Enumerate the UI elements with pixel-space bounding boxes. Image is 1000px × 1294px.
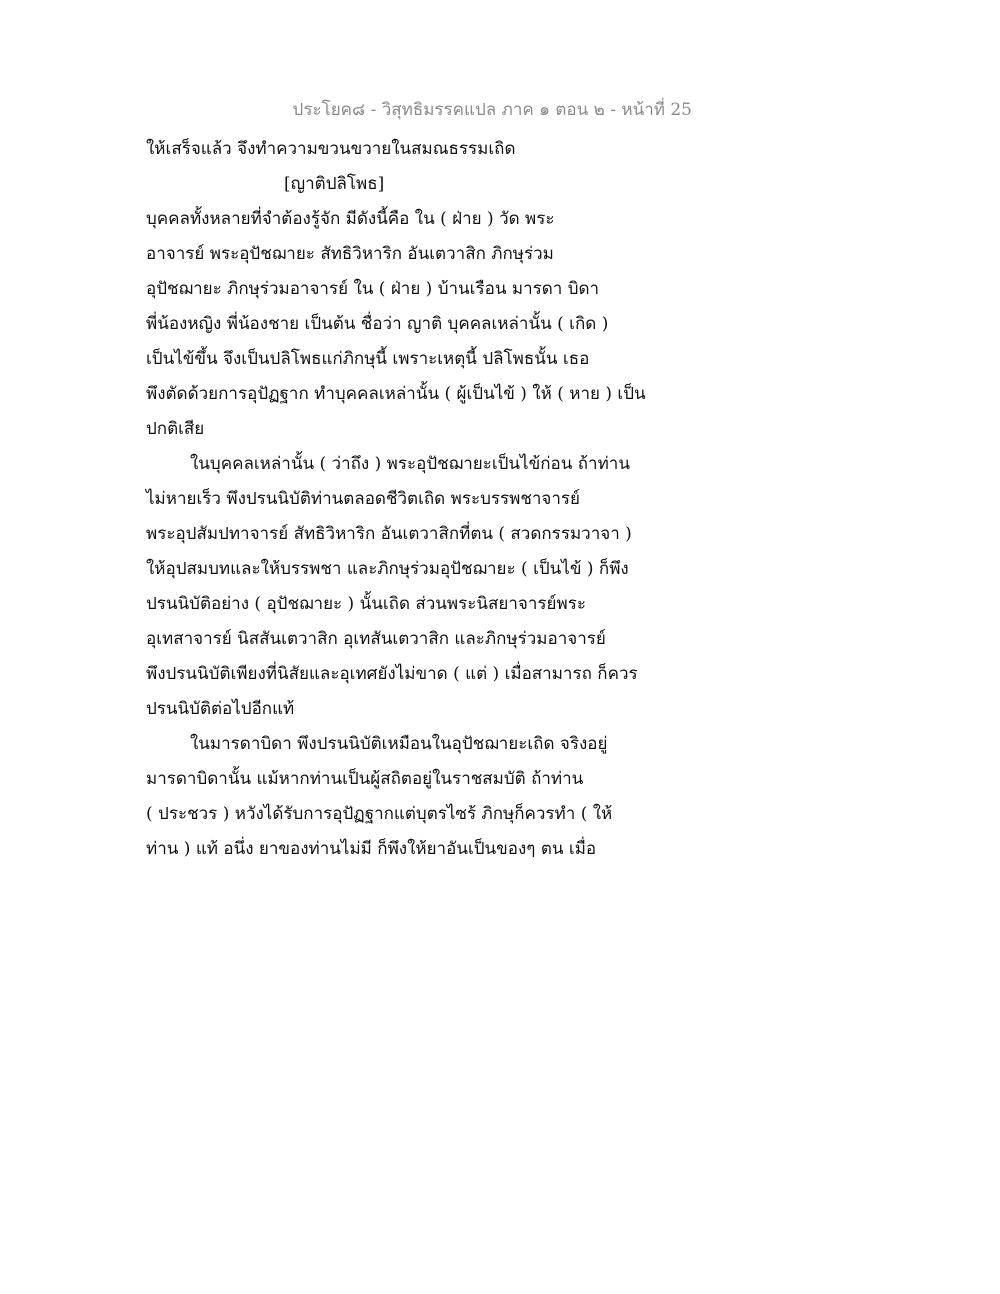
section-heading: [ญาติปลิโพธ] <box>284 174 385 194</box>
text-line: ปรนนิบัติต่อไปอีกแท้ <box>146 699 295 719</box>
text-line: ปรนนิบัติอย่าง ( อุปัชฌายะ ) นั้นเถิด ส่วนพระนิสยาจารย์พระ <box>146 594 586 614</box>
text-line: ไม่หายเร็ว พึงปรนนิบัติท่านตลอดชีวิตเถิด พระบรรพชาจารย์ <box>146 489 581 509</box>
running-header: ประโยค๘ - วิสุทธิมรรคแปล ภาค ๑ ตอน ๒ - หน้าที่ 25 <box>292 100 692 120</box>
text-line: อุปัชฌายะ ภิกษุร่วมอาจารย์ ใน ( ฝ่าย ) บ้านเรือน มารดา บิดา <box>146 279 600 299</box>
text-line: พึงตัดด้วยการอุปัฏฐาก ทำบุคคลเหล่านั้น ( ผู้เป็นไข้ ) ให้ ( หาย ) เป็น <box>146 384 646 404</box>
text-line: มารดาบิดานั้น แม้หากท่านเป็นผู้สถิตอยู่ในราชสมบัติ ถ้าท่าน <box>146 769 584 789</box>
text-line: ให้เสร็จแล้ว จึงทำความขวนขวายในสมณธรรมเถิด <box>146 139 516 159</box>
text-line: ท่าน ) แท้ อนึ่ง ยาของท่านไม่มี ก็พึงให้ยาอันเป็นของๆ ตน เมื่อ <box>146 839 597 859</box>
paragraph-start-line: ในมารดาบิดา พึงปรนนิบัติเหมือนในอุปัชฌายะเถิด จริงอยู่ <box>190 734 608 754</box>
text-line: อาจารย์ พระอุปัชฌายะ สัทธิวิหาริก อันเตวาสิก ภิกษุร่วม <box>146 244 554 264</box>
text-line: เป็นไข้ขึ้น จึงเป็นปลิโพธแก่ภิกษุนี้ เพราะเหตุนี้ ปลิโพธนั้น เธอ <box>146 349 590 369</box>
text-line: พี่น้องหญิง พี่น้องชาย เป็นต้น ชื่อว่า ญาติ บุคคลเหล่านั้น ( เกิด ) <box>146 314 609 334</box>
paragraph-start-line: ในบุคคลเหล่านั้น ( ว่าถึง ) พระอุปัชฌายะเป็นไข้ก่อน ถ้าท่าน <box>190 454 630 474</box>
text-line: ( ประชวร ) หวังได้รับการอุปัฏฐากแต่บุตรไซร้ ภิกษุก็ควรทำ ( ให้ <box>146 804 613 824</box>
body-text <box>146 132 666 867</box>
text-line: อุเทสาจารย์ นิสสันเตวาสิก อุเทสันเตวาสิก และภิกษุร่วมอาจารย์ <box>146 629 606 649</box>
text-line: ให้อุปสมบทและให้บรรพชา และภิกษุร่วมอุปัชฌายะ ( เป็นไข้ ) ก็พึง <box>146 559 629 579</box>
text-line: พระอุปสัมปทาจารย์ สัทธิวิหาริก อันเตวาสิกที่ตน ( สวดกรรมวาจา ) <box>146 524 632 544</box>
text-line: บุคคลทั้งหลายที่จำต้องรู้จัก มีดังนี้คือ ใน ( ฝ่าย ) วัด พระ <box>146 209 555 229</box>
text-line: พึงปรนนิบัติเพียงที่นิสัยและอุเทศยังไม่ขาด ( แต่ ) เมื่อสามารถ ก็ควร <box>146 664 638 684</box>
text-line: ปกติเสีย <box>146 419 205 439</box>
